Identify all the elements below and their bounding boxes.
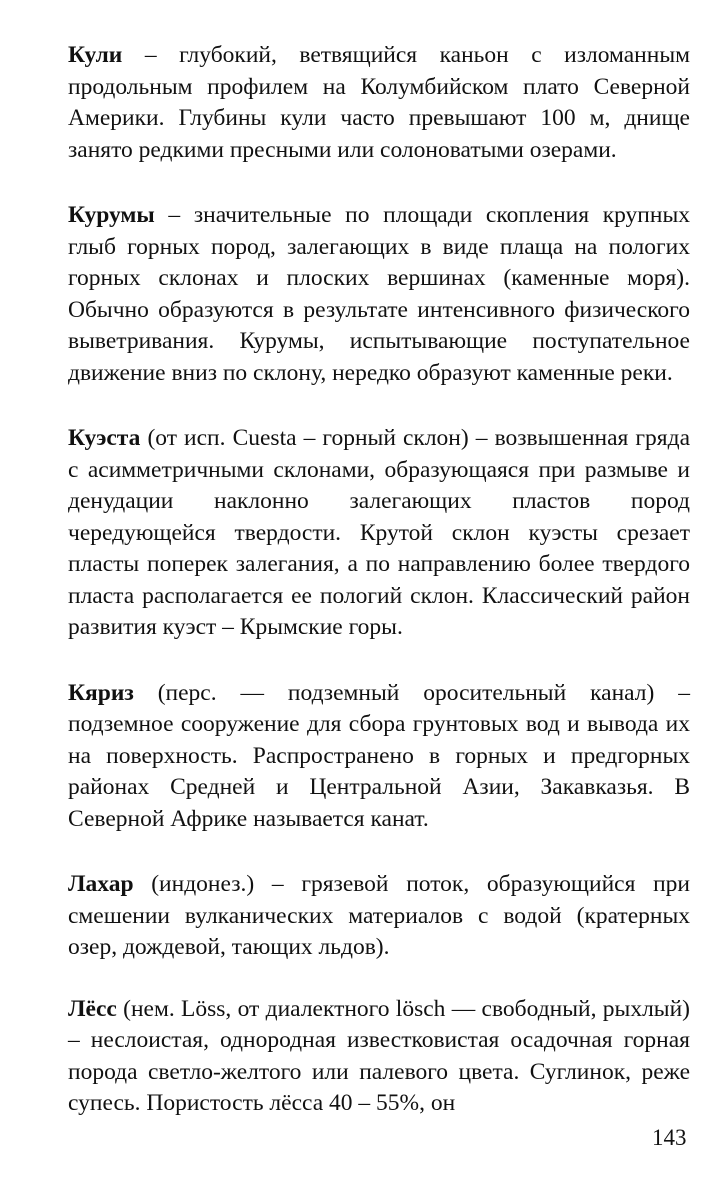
entry-term: Лахар: [68, 871, 134, 897]
entry-term: Курумы: [68, 202, 155, 228]
document-page: [68, 40, 690, 1154]
entry-text: (индонез.) – грязевой поток, образующийся при смешении вулканических материалов с водой (кратерных озер, дождевой, тающих льдов).: [68, 871, 690, 960]
entry-text: – глубокий, ветвящийся каньон с изломанным продольным профилем на Колумбийском плато Северной Америки. Глубины кули часто превышают 100 м, днище занято редкими пресными или солоноватыми озерами.: [68, 42, 690, 163]
entry-term: Куэста: [68, 425, 141, 451]
entry-term: Кяриз: [68, 679, 134, 706]
entry-lahar: [68, 869, 690, 964]
entry-text: – значительные по площади скопления крупных глыб горных пород, залегающих в виде плаща на пологих горных склонах и плоских вершинах (каменные моря). Обычно образуются в результате интенсивного физического выветривания. Курумы, испытывающие поступательное движение вниз по склону, нередко образуют каменные реки.: [68, 202, 690, 386]
entry-text: (перс. — подземный оросительный канал) – подземное сооружение для сбора грунтовых вод и вывода их на поверхность. Распространено в горных и предгорных районах Средней и Центральной Азии, Закавказья. В Северной Африке называется канат.: [68, 679, 690, 832]
entry-kurumy: [68, 200, 690, 389]
entry-loess: [68, 994, 690, 1120]
entry-text: (нем. Löss, от диалектного lösch — свободный, рыхлый) – неслоистая, однородная известковистая осадочная горная порода светло-желтого или палевого цвета. Суглинок, реже супесь. Пористость лёсса 40 – 55%, он: [68, 995, 690, 1116]
entry-kyariz: [68, 678, 690, 836]
entry-text: (от исп. Cuesta – горный склон) – возвышенная гряда с асимметричными склонами, образующаяся при размыве и денудации наклонно залегающих пластов пород чередующейся твердости. Крутой склон куэсты срезает пласты поперек залегания, а по направлению более твердого пласта располагается ее пологий склон. Классический район развития куэст – Крымские горы.: [68, 425, 690, 640]
entry-term: Лёсс: [68, 995, 117, 1022]
entry-kuesta: [68, 423, 690, 644]
entry-term: Кули: [68, 42, 123, 68]
page-number: 143: [652, 1125, 687, 1150]
entry-kuli: [68, 40, 690, 166]
